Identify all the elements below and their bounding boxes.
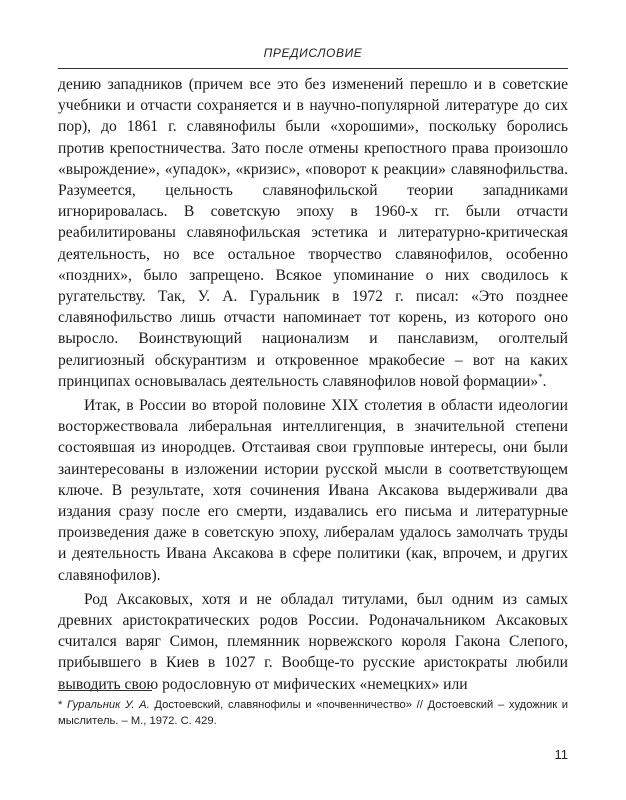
page-number: 11 <box>554 747 568 762</box>
paragraph-1-end: . <box>542 372 547 390</box>
paragraph-1 <box>58 74 568 392</box>
header-rule <box>58 68 568 69</box>
footnote-rule <box>58 690 152 691</box>
main-text <box>58 74 568 695</box>
footnote-author: Гуральник У. А. <box>67 699 150 711</box>
paragraph-3: Род Аксаковых, хотя и не обладал титулами, был одним из самых древних аристократических родов России. Родоначальником Аксаковых считался варяг Симон, племянник норвежского короля Гакона Слепого, прибывшего в Киев в 1027 г. Вообще-то русские аристократы любили выводить свою родословную от мифических «немецких» или <box>58 590 568 693</box>
paragraph-2: Итак, в России во второй половине XIX столетия в области идеологии восторжествовала либеральная интеллигенция, в значительной степени состоявшая из инородцев. Отстаивая свои групповые интересы, они были заинтересованы в изложении истории русской мысли в соответствующем ключе. В результате, хотя сочинения Ивана Аксакова выдерживали два издания сразу после его смерти, издавались его письма и литературные произведения даже в советскую эпоху, либералам удалось замолчать труды и деятельность Ивана Аксакова в сфере политики (как, впрочем, и других славянофилов). <box>58 397 568 584</box>
paragraph-1-text: дению западников (причем все это без изменений перешло и в советские учебники и отчасти сохраняется и в научно-популярной литературе до сих пор), до 1861 г. славянофилы были «хорошими», поскольку боролись против крепостничества. Зато после отмены крепостного права произошло «вырождение», «упадок», «кризис», «поворот к реакции» славянофильства. Разумеется, цельность славянофильской теории западниками игнорировалась. В советскую эпоху в 1960-х гг. были отчасти реабилитированы славянофильская эстетика и литературно-критическая деятельность, но все остальное творчество славянофилов, особенно «поздних», было запрещено. Всякое упоминание о них сводилось к ругательству. Так, У. А. Гуральник в 1972 г. писал: «Это позднее славянофильство лишь отчасти напоминает тот корень, из которого оно выросло. Воинствующий национализм и панславизм, оголтелый религиозный обскурантизм и откровенное мракобесие – вот на каких принципах основывалась деятельность славянофилов новой формации» <box>58 76 568 390</box>
footnote-text: Достоевский, славянофилы и «почвенничество» // Достоевский – художник и мыслитель. – М., 1972. С. 429. <box>58 699 569 727</box>
footnote-reference[interactable]: * <box>538 371 543 382</box>
footnote-marker: * <box>58 699 63 711</box>
footnote <box>58 697 568 729</box>
running-header: ПРЕДИСЛОВИЕ <box>263 46 363 60</box>
